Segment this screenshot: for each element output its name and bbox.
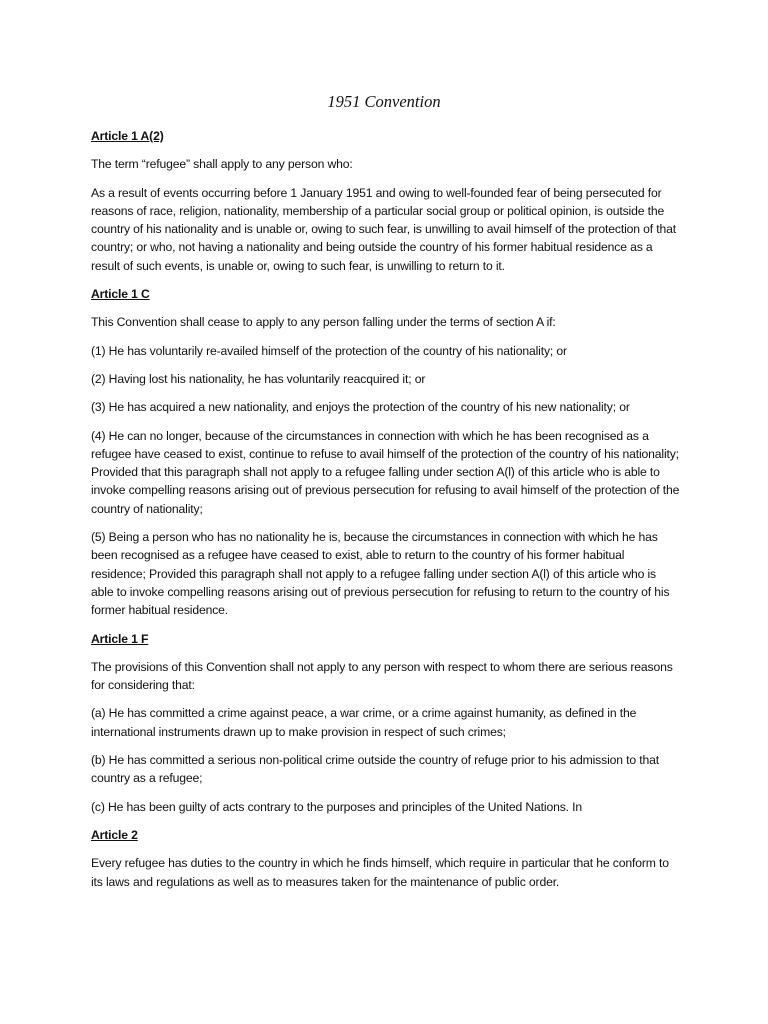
paragraph: (c) He has been guilty of acts contrary to the purposes and principles of the United Nations. In [91,799,582,814]
section-heading: Article 1 A(2) [91,129,164,143]
section-article-2 [91,826,681,891]
paragraph: (b) He has committed a serious non-political crime outside the country of refuge prior to his admission to that country as a refugee; [91,753,659,786]
paragraph: The provisions of this Convention shall not apply to any person with respect to whom there are serious reasons for considering that: [91,659,673,693]
paragraph: (4) He can no longer, because of the circumstances in connection with which he has been recognised as a refugee have ceased to exist, continue to refuse to avail himself of the protection of the country of his nationality; Provided that this paragraph shall not apply to a refugee falling under section A(l) of this article who is able to invoke compelling reasons arising out of previous persecution for refusing to avail himself of the protection of the country of nationality; [91,428,680,516]
document-title: 1951 Convention [327,92,441,111]
paragraph: (a) He has committed a crime against peace, a war crime, or a crime against humanity, as defined in the international instruments drawn up to make provision in respect of such crimes; [91,706,637,739]
paragraph: (5) Being a person who has no nationality he is, because the circumstances in connection with which he has been recognised as a refugee have ceased to exist, able to return to the country of his former habitual residence; Provided this paragraph shall not apply to a refugee falling under section A(l) of this article who is able to invoke compelling reasons arising out of previous persecution for refusing to return to the country of his former habitual residence. [91,530,670,618]
paragraph: The term “refugee” shall apply to any person who: [91,157,353,172]
paragraph: (1) He has voluntarily re-availed himself of the protection of the country of his nationality; or [91,343,567,358]
section-heading: Article 1 F [91,631,149,646]
section-article-1c [91,285,681,619]
section-heading: Article 2 [91,827,138,842]
paragraph: (2) Having lost his nationality, he has voluntarily reacquired it; or [91,371,426,386]
section-heading: Article 1 C [91,287,150,302]
section-article-1f [91,630,681,816]
paragraph: As a result of events occurring before 1 January 1951 and owing to well-founded fear of being persecuted for reasons of race, religion, nationality, membership of a particular social group or political opinion, is outside the country of his nationality and is unable or, owing to such fear, is unwilling to avail himself of the protection of that country; or who, not having a nationality and being outside the country of his former habitual residence as a result of such events, is unable or, owing to such fear, is unwilling to return to it. [91,185,676,273]
paragraph: This Convention shall cease to apply to any person falling under the terms of section A if: [91,315,556,330]
paragraph: (3) He has acquired a new nationality, and enjoys the protection of the country of his new nationality; or [91,400,630,415]
paragraph: Every refugee has duties to the country in which he finds himself, which require in particular that he conform to its laws and regulations as well as to measures taken for the maintenance of public order. [91,856,669,889]
document-body [91,127,681,901]
section-article-1a2 [91,127,681,275]
